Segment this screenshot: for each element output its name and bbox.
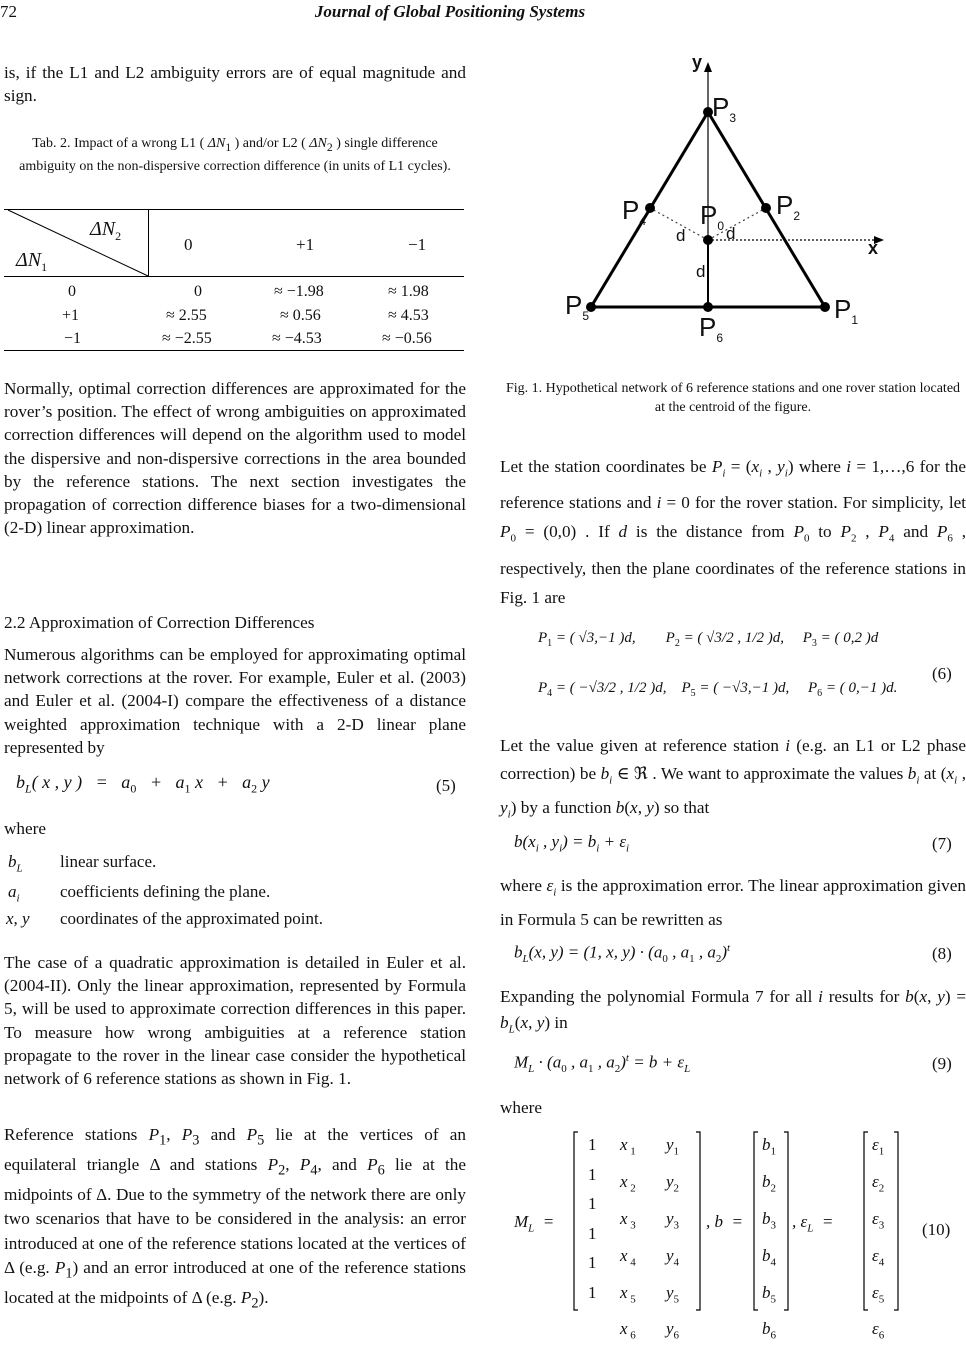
station-index: 3 <box>729 111 737 126</box>
axis-y-label: y <box>692 52 703 72</box>
table-cell: ≈ 1.98 <box>388 283 429 300</box>
p-letter: P <box>712 92 730 122</box>
equation-10-number: (10) <box>922 1220 951 1239</box>
label-p6 <box>699 312 723 345</box>
p-letter: P <box>699 312 717 342</box>
equation-6-row2: $P_4$ = ( −√3/2 , 1/2 )d, $P_5$ = ( −√3,−1 )d, $P_6$ = ( 0,−1 )d. <box>538 680 898 699</box>
p-letter: P <box>565 290 583 320</box>
table-cell: ≈ −1.98 <box>274 283 324 300</box>
def-text: coordinates of the approximated point. <box>60 909 323 928</box>
d-label-left: d <box>676 226 686 245</box>
station-index: 2 <box>793 209 801 224</box>
table-cell: ≈ 2.55 <box>166 307 207 324</box>
paragraph-expanding: Expanding the polynomial Formula 7 for all i results for b(x, $y) = b_L(x$, y) in <box>500 987 966 1036</box>
corner-dn2: $\Delta N_2$ <box>90 218 122 243</box>
table-cell: ≈ 4.53 <box>388 307 429 324</box>
matrix-ml-col2: x $_1$ x $_2$ x $_3$ x $_4$ x $_5$ x $_6$ <box>620 1135 636 1342</box>
equation-8-number: (8) <box>932 944 952 963</box>
where-label: where <box>4 819 46 838</box>
col-header: 0 <box>184 235 193 254</box>
paragraph-let-value: Let the value given at reference station i (e.g. an L1 or L2 phase correction) be $b_i$ ∈ ℜ . We want to approximate the values $b_i$ at ($x_i$ , $y_i$) by a function b(x, y) so that <box>500 736 966 821</box>
journal-title: Journal of Global Positioning Systems <box>314 2 586 21</box>
station-index: 6 <box>716 331 724 346</box>
table-2 <box>4 209 464 351</box>
equation-7-number: (7) <box>932 834 952 853</box>
d-label-bottom: d <box>696 262 706 281</box>
p-letter: P <box>834 294 852 324</box>
equation-7: $b(x_i$ , $y_i) = b_i + \varepsilon_i$ <box>514 832 630 855</box>
def-text: coefficients defining the plane. <box>60 882 271 901</box>
row-label: 0 <box>68 283 76 300</box>
station-p6-dot <box>703 302 713 312</box>
equation-6-row1: $P_1$ = ( √3,−1 )d, $P_2$ = ( √3/2 , 1/2 )d, $P_3$ = ( 0,2 )d <box>538 630 879 649</box>
def-text: linear surface. <box>60 852 157 871</box>
section-heading: 2.2 Approximation of Correction Differences <box>4 613 315 632</box>
station-p4-dot <box>645 203 655 213</box>
equation-9-number: (9) <box>932 1054 952 1073</box>
station-index: 4 <box>639 214 647 229</box>
equation-5: $b_L$( x , y ) = $a_0 + a_1$ $x + a_2$ y <box>16 772 270 796</box>
label-p3 <box>712 92 736 125</box>
equation-9: $M_L \cdot (a_0$ , $a_1$ , $a_2)^t = b + \varepsilon_L$ <box>514 1052 691 1076</box>
matrix-el-label: , $\varepsilon_L$ = <box>792 1212 834 1235</box>
matrix-el-col: $\varepsilon_1$ $\varepsilon_2$ $\varepsilon_3$ $\varepsilon_4$ $\varepsilon_5$ $\varepsilon_6$ <box>872 1135 885 1342</box>
equation-8: $b_L(x$, y) = (1, x, $y) \cdot (a_0$ , $a_1$ , $a_2)^t$ <box>514 942 731 966</box>
p-letter: P <box>776 190 794 220</box>
corner-dn1: $\Delta N_1$ <box>16 249 48 274</box>
station-index: 1 <box>851 313 859 328</box>
d-label-right: d <box>726 224 736 243</box>
def-symbol: $a_i$ <box>8 882 20 905</box>
axis-x-label: x <box>868 238 879 258</box>
table-cell: 0 <box>194 283 202 300</box>
label-p4 <box>622 195 646 228</box>
label-p2 <box>776 190 800 223</box>
paragraph-numerous: Numerous algorithms can be employed for approximating optimal network corrections at the rover. For example, Euler et al. (2003) and Euler et al. (2004-I) compare the effectiveness of a distance weighted approximation technique with a 2-D linear plane represented by <box>4 645 466 757</box>
paragraph-intro: is, if the L1 and L2 ambiguity errors are of equal magnitude and sign. <box>4 63 466 106</box>
station-index: 5 <box>582 309 590 324</box>
col-header: +1 <box>296 235 315 254</box>
page-number: 72 <box>0 2 17 21</box>
paragraph-let-station: Let the station coordinates be $P_i = (x_i$ , $y_i$) where i = 1,…,6 for the reference stations and i = 0 for the rover station. For simplicity, let $P_0 = (0,0)$ . If d is the distance from $P_0$ to $P_2$ , $P_4$ and $P_6$ , respectively, then the plane coordinates of the reference stations in Fig. 1 are <box>500 457 966 607</box>
table-cell: ≈ −0.56 <box>382 330 432 347</box>
equation-6-number: (6) <box>932 664 952 683</box>
label-p1 <box>834 294 858 327</box>
station-index: 0 <box>717 219 725 234</box>
p-letter: P <box>622 195 640 225</box>
row-label: −1 <box>64 330 82 347</box>
table-caption: Tab. 2. Impact of a wrong L1 ( $\Delta N_1$ ) and/or L2 ( $\Delta N_2$ ) single difference ambiguity on the non-dispersive correction difference (in units of L1 cycles). <box>19 136 451 174</box>
table-cell: ≈ −2.55 <box>162 330 212 347</box>
matrix-ml-col3: $y_1$ $y_2$ $y_3$ $y_4$ $y_5$ $y_6$ <box>666 1135 680 1342</box>
station-p0-dot <box>703 235 713 245</box>
matrix-ml-col1: 1 1 1 1 1 1 <box>588 1135 597 1302</box>
table-cell: ≈ 0.56 <box>280 307 321 324</box>
station-p2-dot <box>761 203 771 213</box>
matrix-b-label: , b = <box>706 1212 743 1231</box>
col-header: −1 <box>408 235 427 254</box>
table-cell: ≈ −4.53 <box>272 330 322 347</box>
matrix-ml-label: $M_L$ = <box>514 1212 555 1235</box>
paragraph-where-epsilon: where $\varepsilon_i$ is the approximation error. The linear approximation given in Formula 5 can be rewritten as <box>500 876 966 930</box>
y-axis-arrow <box>704 62 712 72</box>
def-symbol: x, y <box>6 909 30 928</box>
p-letter: P <box>700 200 718 230</box>
paragraph-reference: Reference stations $P_1$, $P_3$ and $P_5$ lie at the vertices of an equilateral triangle Δ and stations $P_2$, $P_4$, and $P_6$ lie at the midpoints of Δ. Due to the symmetry of the network there are only two scenarios that have to be considered in the analysis: an error introduced at one of the reference stations located at the vertices of Δ (e.g. $P_1$) and an error introduced at one of the reference stations located at the midpoints of Δ (e.g. $P_2$). <box>4 1125 466 1312</box>
def-symbol: $b_L$ <box>8 852 23 875</box>
figure-caption: Fig. 1. Hypothetical network of 6 reference stations and one rover station located at the centroid of the figure. <box>505 381 961 415</box>
label-p0 <box>700 200 724 233</box>
equation-10 <box>500 1128 966 1342</box>
equation-5-number: (5) <box>436 776 456 795</box>
station-p1-dot <box>820 302 830 312</box>
row-label: +1 <box>62 307 80 324</box>
paragraph-normally: Normally, optimal correction differences are approximated for the rover’s position. The effect of wrong ambiguities on approximated correction differences will depend on the algorithm used to model the dispersive and non-dispersive corrections in the area bounded by the reference stations. The next section investigates the propagation of correction difference biases for a two-dimensional (2-D) linear approximation. <box>4 379 466 538</box>
label-p5 <box>565 290 589 323</box>
matrix-b-col: $b_1$ $b_2$ $b_3$ $b_4$ $b_5$ $b_6$ <box>762 1135 776 1342</box>
paragraph-quadratic: The case of a quadratic approximation is detailed in Euler et al. (2004-II). Only the linear approximation, represented by Formula 5, will be used to approximate correction differences in this paper. To measure how wrong ambiguities at a reference station propagate to the rover in the linear case consider the hypothetical network of 6 reference stations as shown in Fig. 1. <box>4 953 466 1089</box>
where-label-2: where <box>500 1098 542 1117</box>
